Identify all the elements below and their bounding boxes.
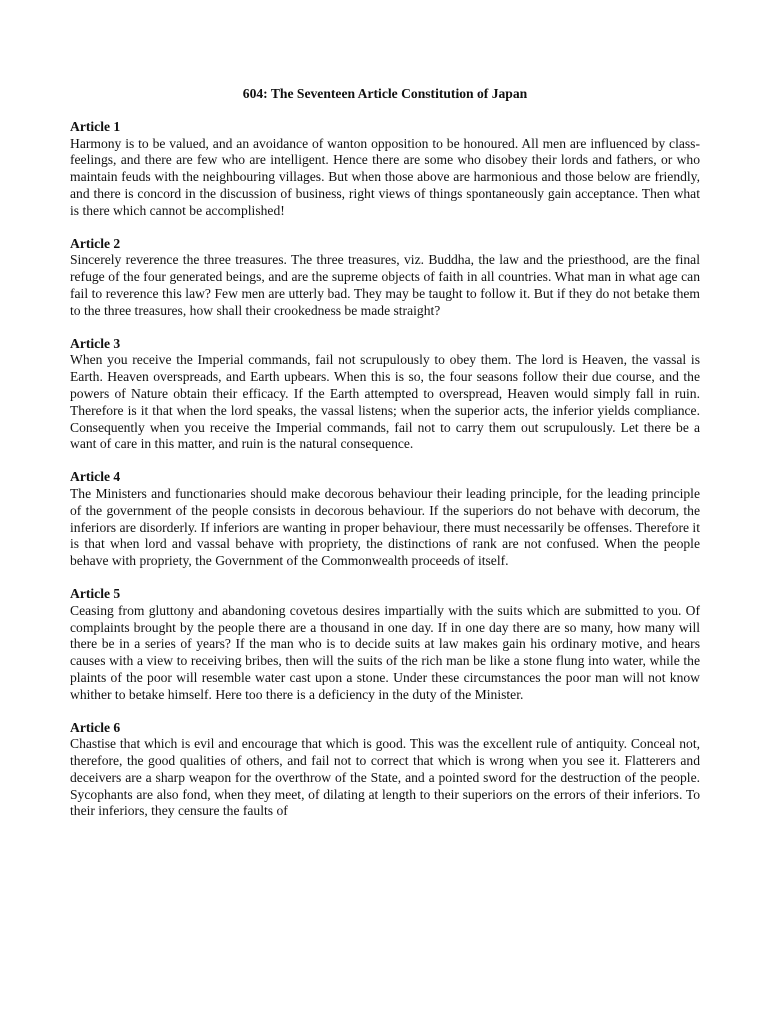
article-6 [70, 720, 700, 821]
article-3 [70, 336, 700, 454]
article-text: Ceasing from gluttony and abandoning covetous desires impartially with the suits which are submitted to you. Of complaints brought by the people there are a thousand in one day. If in one day there are so many, how many will there be in a series of years? If the man who is to decide suits at law makes gain his ordinary motive, and hears causes with a view to receiving bribes, then will the suits of the rich man be like a stone flung into water, while the plaints of the poor will resemble water cast upon a stone. Under these circumstances the poor man will not know whither to betake himself. Here too there is a deficiency in the duty of the Minister. [70, 602, 700, 702]
article-2 [70, 236, 700, 320]
article-heading: Article 2 [70, 235, 121, 251]
article-heading: Article 5 [70, 585, 121, 601]
article-heading: Article 6 [70, 719, 121, 735]
article-heading: Article 1 [70, 118, 121, 134]
article-heading: Article 3 [70, 335, 121, 351]
article-text: When you receive the Imperial commands, fail not scrupulously to obey them. The lord is Heaven, the vassal is Earth. Heaven overspreads, and Earth upbears. When this is so, the four seasons follow their due course, and the powers of Nature obtain their efficacy. If the Earth attempted to overspread, Heaven would simply fall in ruin. Therefore is it that when the lord speaks, the vassal listens; when the superior acts, the inferior yields compliance. Consequently when you receive the Imperial commands, fail not to carry them out scrupulously. Let there be a want of care in this matter, and ruin is the natural consequence. [70, 352, 700, 452]
article-5 [70, 586, 700, 704]
page-title: 604: The Seventeen Article Constitution of Japan [242, 86, 528, 101]
article-text: Chastise that which is evil and encourage that which is good. This was the excellent rule of antiquity. Conceal not, therefore, the good qualities of others, and fail not to correct that which is wrong when you see it. Flatterers and deceivers are a sharp weapon for the overthrow of the State, and a pointed sword for the destruction of the people. Sycophants are also fond, when they meet, of dilating at length to their superiors on the errors of their inferiors. To their inferiors, they censure the faults of [70, 736, 700, 819]
article-text: The Ministers and functionaries should make decorous behaviour their leading principle, for the leading principle of the government of the people consists in decorous behaviour. If the superiors do not behave with decorum, the inferiors are disorderly. If inferiors are wanting in proper behaviour, there must necessarily be offenses. Therefore it is that when lord and vassal behave with propriety, the distinctions of rank are not confused. When the people behave with propriety, the Government of the Commonwealth proceeds of itself. [70, 485, 700, 569]
article-heading: Article 4 [70, 469, 121, 485]
article-text: Sincerely reverence the three treasures. The three treasures, viz. Buddha, the law and the priesthood, are the final refuge of the four generated beings, and are the supreme objects of faith in all countries. What man in what age can fail to reverence this law? Few men are utterly bad. They may be taught to follow it. But if they do not betake them to the three treasures, how shall their crookedness be made straight? [70, 252, 700, 318]
article-4 [70, 469, 700, 570]
article-text: Harmony is to be valued, and an avoidance of wanton opposition to be honoured. All men are influenced by class-feelings, and there are few who are intelligent. Hence there are some who disobey their lords and fathers, or who maintain feuds with the neighbouring villages. But when those above are harmonious and those below are friendly, and there is concord in the discussion of business, right views of things spontaneously gain acceptance. Then what is there which cannot be accomplished! [70, 135, 700, 218]
article-1 [70, 119, 700, 220]
